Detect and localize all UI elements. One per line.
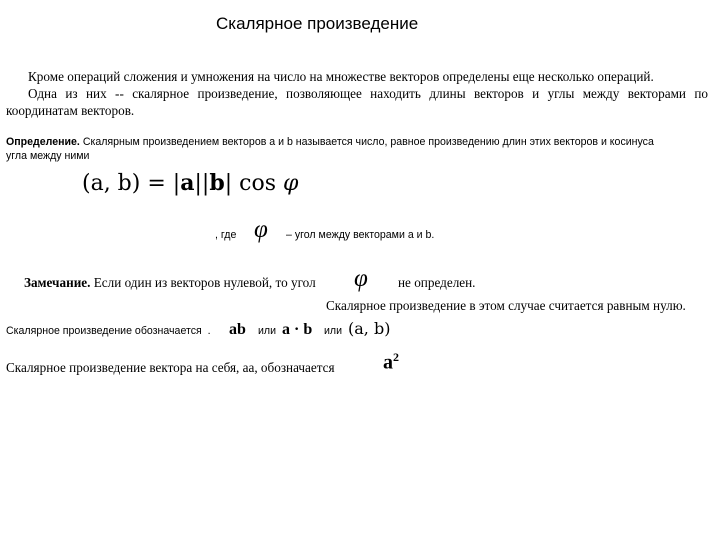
notation-a-dot-b bbox=[282, 321, 312, 339]
dot-product-formula bbox=[82, 170, 298, 196]
phi-symbol: φ bbox=[354, 265, 368, 292]
formula-b: b bbox=[209, 170, 225, 196]
formula-cos: cos bbox=[239, 171, 276, 196]
phi-symbol: φ bbox=[254, 216, 268, 243]
notation-ab: ab bbox=[229, 321, 246, 338]
intro-line-3: координатам векторов. bbox=[6, 103, 135, 118]
intro-line-1: Кроме операций сложения и умножения на число на множестве векторов определены еще несколько операций. bbox=[28, 69, 654, 84]
notation-dot-operator: · bbox=[294, 321, 300, 338]
notation-label: Скалярное произведение обозначается bbox=[6, 325, 202, 337]
notation-or: или bbox=[324, 325, 343, 337]
page-title: Скалярное произведение bbox=[216, 14, 419, 33]
notation-or: или bbox=[258, 325, 277, 337]
remark-text: Если один из векторов нулевой, то угол bbox=[93, 275, 316, 290]
definition-label: Определение. bbox=[6, 136, 80, 148]
definition-line-1 bbox=[6, 134, 654, 150]
formula-a: a bbox=[180, 170, 195, 196]
notation-dot: . bbox=[207, 325, 211, 337]
formula-equals: = bbox=[147, 171, 166, 196]
definition-text: Скалярным произведением векторов a и b называется число, равное произведению длин этих векторов и косинуса bbox=[82, 136, 654, 148]
remark-undefined: не определен. bbox=[398, 275, 476, 290]
where-suffix: – угол между векторами a и b. bbox=[286, 229, 435, 241]
a-squared-exponent: 2 bbox=[393, 350, 399, 364]
self-product-text: Скалярное произведение вектора на себя, aa, обозначается bbox=[6, 360, 335, 375]
a-squared bbox=[383, 350, 399, 375]
where-prefix: , где bbox=[215, 229, 237, 241]
remark-label: Замечание. bbox=[24, 275, 91, 290]
formula-bar: | bbox=[172, 171, 181, 196]
notation-text bbox=[6, 325, 211, 337]
remark-line bbox=[24, 275, 316, 291]
notation-paren: (a, b) bbox=[348, 319, 391, 338]
a-squared-base: a bbox=[383, 351, 393, 374]
notation-a: a bbox=[282, 321, 290, 338]
intro-line-2: Одна из них -- скалярное произведение, позволяющее находить длины векторов и углы между векторами по bbox=[28, 86, 708, 101]
remark-zero: Скалярное произведение в этом случае считается равным нулю. bbox=[326, 298, 686, 313]
formula-bar: | bbox=[201, 171, 210, 196]
formula-bar: | bbox=[224, 171, 233, 196]
formula-phi: φ bbox=[283, 171, 299, 196]
notation-b: b bbox=[303, 321, 313, 338]
definition-line-2: угла между ними bbox=[6, 150, 90, 162]
formula-lhs: (a, b) bbox=[82, 171, 141, 196]
formula-bar: | bbox=[194, 171, 202, 196]
